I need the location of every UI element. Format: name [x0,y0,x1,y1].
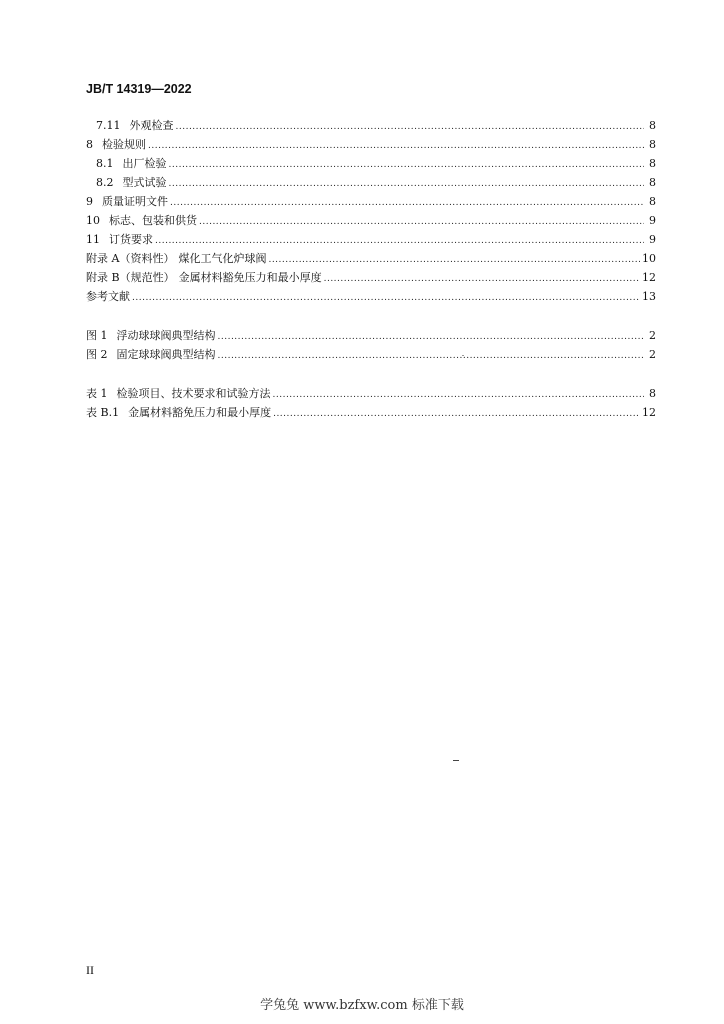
toc-entry-page: 8 [649,195,656,208]
toc-entry-page: 13 [642,290,656,303]
toc-entry-page: 8 [649,157,656,170]
figure-entry-page: 2 [649,329,656,342]
toc-leader-dots [218,347,645,366]
toc-entry-title: 检验规则 [102,138,146,151]
toc-entry-title: 订货要求 [109,233,153,246]
table-of-contents [86,116,656,422]
toc-entry-number: 9 [86,195,93,208]
toc-entry-number: 11 [86,233,100,246]
figure-entry[interactable] [86,326,656,345]
toc-leader-dots [169,156,645,175]
toc-entry[interactable] [86,135,656,154]
figure-entry-number: 图 1 [86,329,108,342]
toc-entry-title: 型式试验 [122,176,167,189]
toc-leader-dots [199,213,644,232]
figure-entry-page: 2 [649,348,656,361]
toc-entry-number: 附录 A（资料性） [86,252,175,265]
table-entry-page: 8 [649,387,656,400]
table-entry-number: 表 1 [86,387,108,400]
toc-leader-dots [176,118,645,137]
toc-entry-title: 标志、包装和供货 [109,214,197,227]
table-entry[interactable] [86,384,656,403]
figure-entry-title: 浮动球球阀典型结构 [116,329,216,342]
figure-entry-title: 固定球球阀典型结构 [116,348,216,361]
toc-entry-title: 参考文献 [86,290,130,303]
toc-figures [86,326,656,364]
toc-entry-number: 8 [86,138,93,151]
toc-leader-dots [169,175,645,194]
toc-entry-title: 出厂检验 [122,157,167,170]
toc-entry-number: 8.1 [96,157,114,170]
toc-entry-title: 外观检查 [129,119,174,132]
scan-speck [453,760,459,761]
toc-entry[interactable] [86,192,656,211]
toc-entry-page: 9 [649,233,656,246]
table-entry-number: 表 B.1 [86,406,120,419]
toc-entry-title: 质量证明文件 [102,195,168,208]
toc-leader-dots [218,328,645,347]
toc-leader-dots [268,251,640,270]
toc-entry-number: 10 [86,214,100,227]
toc-entry-page: 10 [642,252,656,265]
toc-entry-page: 12 [642,271,656,284]
toc-entry[interactable] [86,116,656,135]
scan-speck [462,355,464,356]
toc-leader-dots [148,137,644,156]
toc-sections [86,116,656,306]
toc-entry-page: 8 [649,119,656,132]
page-number: II [86,963,94,977]
toc-entry-page: 9 [649,214,656,227]
table-entry-title: 检验项目、技术要求和试验方法 [116,387,271,400]
figure-entry[interactable] [86,345,656,364]
site-watermark: 学兔兔 www.bzfxw.com 标准下载 [260,998,464,1013]
toc-entry-number: 8.2 [96,176,114,189]
table-entry[interactable] [86,403,656,422]
toc-entry-page: 8 [649,176,656,189]
toc-entry[interactable] [86,154,656,173]
toc-leader-dots [273,386,645,405]
table-entry-title: 金属材料豁免压力和最小厚度 [128,406,272,419]
table-entry-page: 12 [642,406,656,419]
figure-entry-number: 图 2 [86,348,108,361]
toc-entry[interactable] [86,268,656,287]
toc-entry[interactable] [86,211,656,230]
toc-leader-dots [324,270,640,289]
toc-entry[interactable] [86,173,656,192]
toc-leader-dots [170,194,644,213]
toc-entry-number: 7.11 [96,119,121,132]
toc-entry-number: 附录 B（规范性） [86,271,175,284]
toc-entry-title: 金属材料豁免压力和最小厚度 [178,271,322,284]
toc-tables [86,384,656,422]
toc-entry-page: 8 [649,138,656,151]
toc-entry[interactable] [86,249,656,268]
toc-leader-dots [132,289,640,308]
toc-leader-dots [273,405,640,424]
toc-entry[interactable] [86,230,656,249]
toc-entry-title: 煤化工气化炉球阀 [178,252,267,265]
toc-entry[interactable] [86,287,656,306]
document-code: JB/T 14319—2022 [86,82,192,96]
